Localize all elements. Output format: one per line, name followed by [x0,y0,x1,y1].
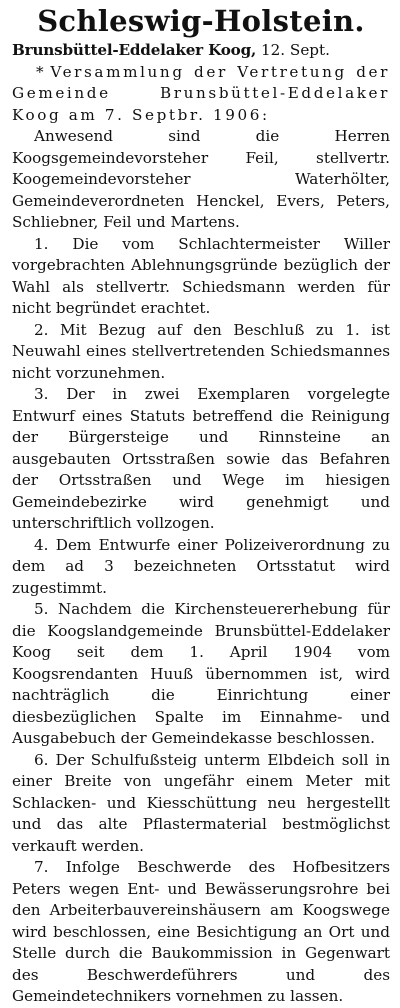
dateline-date: 12. Sept. [260,41,330,59]
item-text: Die vom Schlachtermeister Willer vorgebrachten Ablehnungsgründe bezüglich der Wahl als stellvertr. Schiedsmann werden für nicht begründet erachtet. [12,234,390,317]
item-number: 6. [34,750,49,769]
dateline-place: Brunsbüttel-Eddelaker Koog, [12,41,257,59]
dateline [12,40,390,62]
item-number: 1. [34,234,49,253]
item-text: Infolge Beschwerde des Hofbesitzers Peters wegen Ent- und Bewässerungsrohre bei den Arbeiterbauvereinshäusern am Koogswege wird beschlossen, eine Besichtigung an Ort und Stelle durch die Baukommission in Gegenwart des Beschwerdeführers und des Gemeindetechnikers vornehmen zu lassen. [12,858,390,1005]
meeting-intro [12,62,390,127]
item-number: 5. [34,600,49,618]
item-number: 7. [34,858,49,876]
list-item [12,750,390,858]
item-text: Dem Entwurfe einer Polizeiverordnung zu dem ad 3 bezeichneten Ortsstatut wird zugestimmt. [12,535,390,597]
item-number: 3. [34,385,49,403]
section-headline: Schleswig-Holstein. [37,4,365,38]
list-item [12,857,390,1008]
item-text: Der in zwei Exemplaren vorgelegte Entwurf eines Statuts betreffend die Reinigung der Bürgersteige und Rinnsteine an ausgebauten Ortsstraßen sowie das Befahren der Ortsstraßen und Wege im hiesigen Gemeindebezirke wird genehmigt und unterschriftlich vollzogen. [12,385,391,532]
item-number: 2. [34,320,49,339]
item-text: Der Schulfußsteig unterm Elbdeich soll in einer Breite von ungefähr einem Meter mit Schlacken- und Kiesschüttung neu hergestellt und das alte Pflastermaterial bestmöglichst verkauft werden. [12,750,390,855]
intro-marker: * [36,62,44,81]
list-item [12,320,390,385]
intro-text: Versammlung der Vertretung der Gemeinde Brunsbüttel-Eddelaker Koog am 7. Septbr. 1906: [12,62,390,124]
attendance-paragraph: Anwesend sind die Herren Koogsgemeindevorsteher Feil, stellvertr. Koogemeindevorsteher Waterhölter, Gemeindeverordneten Henckel, Evers, Peters, Schliebner, Feil und Martens. [12,127,390,231]
list-item [12,599,390,750]
list-item [12,234,390,320]
item-text: Mit Bezug auf den Beschluß zu 1. ist Neuwahl eines stellvertretenden Schiedsmannes nicht vorzunehmen. [12,320,390,382]
item-text: Nachdem die Kirchensteuererhebung für die Koogslandgemeinde Brunsbüttel-Eddelaker Koog seit dem 1. April 1904 vom Koogsrendanten Huuß übernommen ist, wird nachträglich die Einrichtung einer diesbezüglichen Spalte im Einnahme- und Ausgabebuch der Gemeindekasse beschlossen. [12,600,390,747]
item-number: 4. [34,535,49,554]
list-item [12,384,390,535]
list-item [12,535,390,600]
